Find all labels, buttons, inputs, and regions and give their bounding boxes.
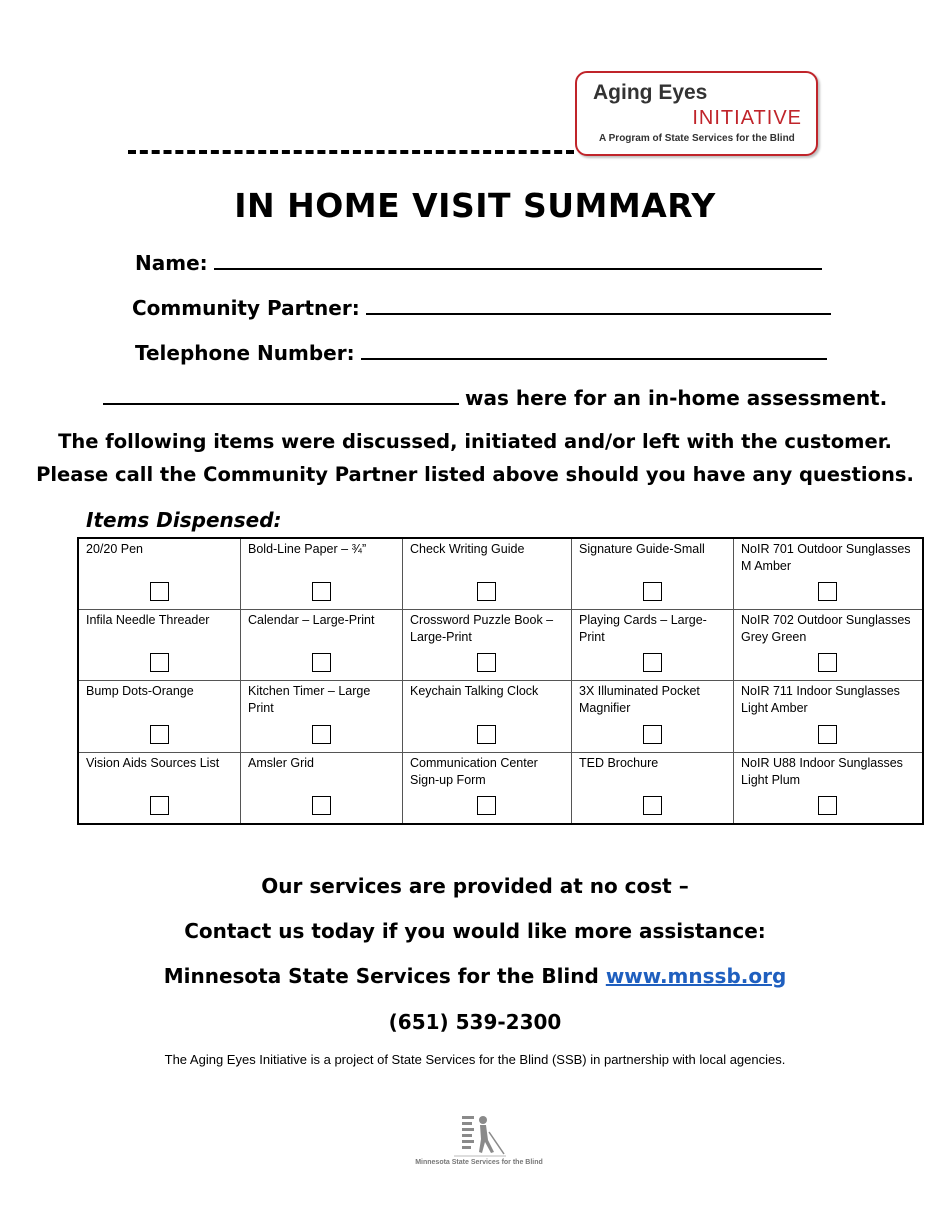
item-label: 3X Illuminated Pocket Magnifier (579, 684, 700, 716)
item-checkbox[interactable] (643, 725, 662, 744)
table-row (78, 538, 923, 610)
item-checkbox[interactable] (818, 653, 837, 672)
item-label: Signature Guide-Small (579, 542, 705, 556)
table-row (78, 610, 923, 681)
item-cell (403, 610, 572, 681)
item-label: Bump Dots-Orange (86, 684, 194, 699)
item-label: Infila Needle Threader (86, 613, 210, 628)
item-label: Calendar – Large-Print (248, 613, 375, 628)
name-blank[interactable] (214, 250, 822, 270)
item-checkbox[interactable] (150, 725, 169, 744)
community-partner-label: Community Partner: (132, 296, 360, 320)
telephone-field[interactable] (135, 340, 827, 365)
item-checkbox[interactable] (818, 796, 837, 815)
name-label: Name: (135, 251, 208, 275)
community-partner-field[interactable] (132, 295, 831, 320)
table-row (78, 681, 923, 752)
intro-line-2: Please call the Community Partner listed above should you have any questions. (36, 463, 914, 486)
logo-title: Aging Eyes (593, 81, 708, 104)
item-checkbox[interactable] (477, 796, 496, 815)
website-link[interactable]: www.mnssb.org (605, 964, 787, 988)
phone-number: (651) 539-2300 (388, 1010, 562, 1034)
no-cost-line: Our services are provided at no cost – (261, 874, 689, 898)
intro-line-1: The following items were discussed, initiated and/or left with the customer. (58, 430, 892, 453)
aging-eyes-logo (575, 71, 818, 156)
item-checkbox[interactable] (312, 725, 331, 744)
logo-initiative: INITIATIVE (692, 107, 802, 129)
item-cell (734, 681, 924, 752)
item-label: NoIR 701 Outdoor Sunglasses M Amber (741, 542, 911, 573)
item-checkbox[interactable] (818, 582, 837, 601)
org-name: Minnesota State Services for the Blind (163, 964, 599, 988)
name-field[interactable] (135, 250, 822, 275)
item-label: TED Brochure (579, 755, 659, 770)
item-cell (572, 752, 734, 824)
item-cell (241, 538, 403, 610)
ssb-logo-caption: Minnesota State Services for the Blind (415, 1159, 543, 1166)
items-table (77, 537, 924, 825)
assessor-blank[interactable] (103, 385, 459, 405)
page-title: IN HOME VISIT SUMMARY (234, 186, 716, 225)
item-cell (572, 538, 734, 610)
item-checkbox[interactable] (312, 653, 331, 672)
assessor-field[interactable] (103, 385, 887, 410)
item-checkbox[interactable] (643, 582, 662, 601)
item-label: NoIR U88 Indoor Sunglasses Light Plum (741, 755, 903, 787)
item-label: 20/20 Pen (86, 542, 143, 556)
item-cell (78, 538, 241, 610)
item-cell (78, 752, 241, 824)
item-cell (734, 538, 924, 610)
item-label: Keychain Talking Clock (410, 684, 539, 699)
item-checkbox[interactable] (150, 796, 169, 815)
item-cell (403, 681, 572, 752)
table-row (78, 752, 923, 824)
item-cell (403, 538, 572, 610)
telephone-label: Telephone Number: (135, 341, 355, 365)
item-cell (78, 681, 241, 752)
item-cell (241, 752, 403, 824)
item-label: NoIR 702 Outdoor Sunglasses Grey Green (741, 613, 911, 645)
contact-line: Contact us today if you would like more assistance: (184, 919, 766, 943)
footer-note: The Aging Eyes Initiative is a project of State Services for the Blind (SSB) in partnership with local agencies. (164, 1052, 786, 1067)
item-label: Check Writing Guide (410, 542, 525, 556)
item-cell (241, 610, 403, 681)
item-checkbox[interactable] (312, 582, 331, 601)
item-label: Playing Cards – Large-Print (579, 613, 707, 645)
items-dispensed-heading: Items Dispensed: (86, 508, 282, 532)
logo-subtitle: A Program of State Services for the Blind (599, 133, 795, 144)
item-checkbox[interactable] (477, 653, 496, 672)
item-checkbox[interactable] (818, 725, 837, 744)
item-label: Crossword Puzzle Book – Large-Print (410, 613, 554, 645)
item-label: Bold-Line Paper – ¾” (248, 542, 367, 556)
item-checkbox[interactable] (477, 582, 496, 601)
item-cell (734, 610, 924, 681)
item-checkbox[interactable] (312, 796, 331, 815)
item-cell (572, 681, 734, 752)
item-label: Communication Center Sign-up Form (410, 755, 538, 787)
item-label: Amsler Grid (248, 755, 314, 770)
item-cell (241, 681, 403, 752)
item-cell (403, 752, 572, 824)
item-cell (78, 610, 241, 681)
item-checkbox[interactable] (643, 796, 662, 815)
item-checkbox[interactable] (477, 725, 496, 744)
item-cell (572, 610, 734, 681)
item-checkbox[interactable] (150, 653, 169, 672)
item-checkbox[interactable] (643, 653, 662, 672)
assessment-text: was here for an in-home assessment. (465, 386, 888, 410)
dashed-rule (128, 150, 574, 154)
item-label: Kitchen Timer – Large Print (248, 684, 371, 716)
telephone-blank[interactable] (361, 340, 827, 360)
org-line (0, 964, 950, 988)
item-label: NoIR 711 Indoor Sunglasses Light Amber (741, 684, 900, 716)
item-label: Vision Aids Sources List (86, 755, 220, 770)
item-cell (734, 752, 924, 824)
community-partner-blank[interactable] (366, 295, 831, 315)
item-checkbox[interactable] (150, 582, 169, 601)
